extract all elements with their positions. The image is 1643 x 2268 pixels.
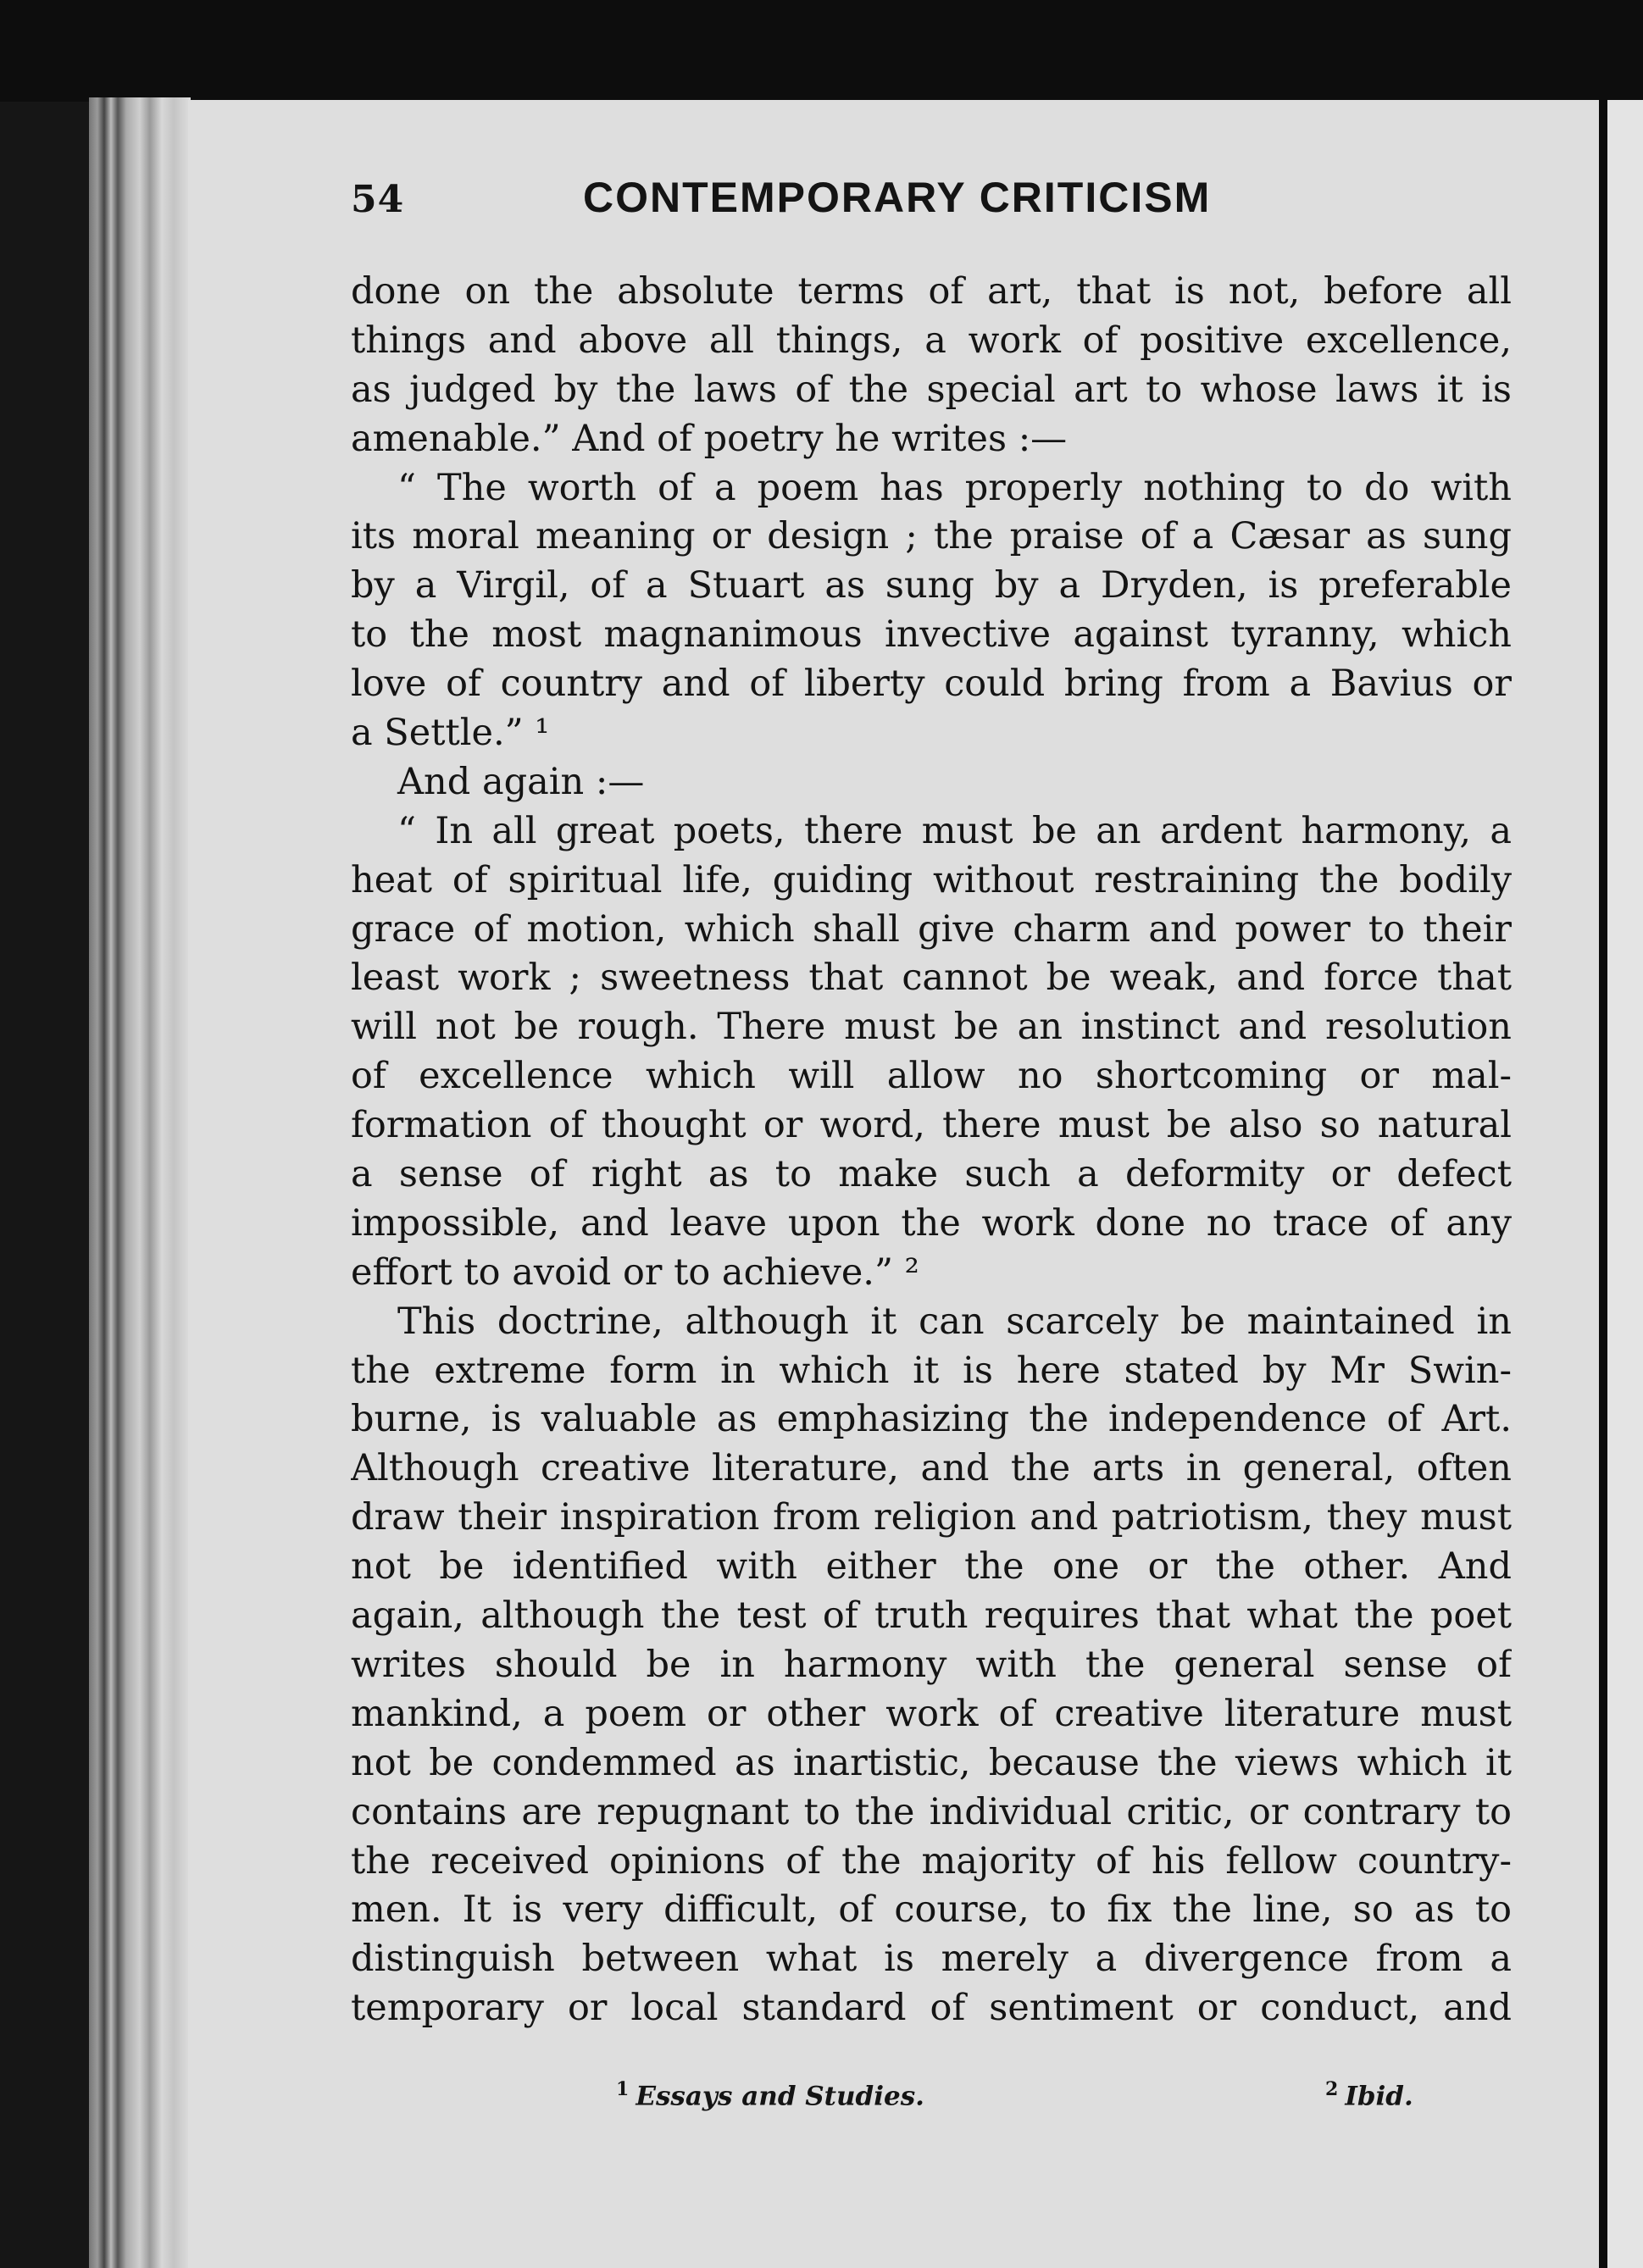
footnote-mark: 1 bbox=[616, 2078, 630, 2100]
adjacent-page-strip bbox=[1607, 100, 1643, 2268]
text-line: as judged by the laws of the special art to whose laws it is bbox=[351, 368, 1512, 411]
text-line: formation of thought or word, there must be also so natural bbox=[351, 1104, 1512, 1147]
footnote-text: Ibid. bbox=[1345, 2081, 1413, 2112]
text-line: the extreme form in which it is here stated by Mr Swin- bbox=[351, 1349, 1512, 1392]
text-line: impossible, and leave upon the work done no trace of any bbox=[351, 1201, 1512, 1245]
text-line: its moral meaning or design ; the praise of a Cæsar as sung bbox=[351, 515, 1512, 558]
text-line: draw their inspiration from religion and patriotism, they must bbox=[351, 1496, 1512, 1539]
text-line: a sense of right as to make such a deformity or defect bbox=[351, 1153, 1512, 1196]
footnote-1 bbox=[616, 2078, 924, 2111]
text-line: Although creative literature, and the arts in general, often bbox=[351, 1447, 1512, 1490]
text-line: “ The worth of a poem has properly nothing to do with bbox=[397, 466, 1512, 509]
text-line: amenable.” And of poetry he writes :— bbox=[351, 417, 1068, 460]
text-line: love of country and of liberty could bring from a Bavius or bbox=[351, 663, 1512, 706]
page-right-edge bbox=[1599, 100, 1607, 2268]
text-line: temporary or local standard of sentiment or conduct, and bbox=[351, 1987, 1512, 2030]
text-line: burne, is valuable as emphasizing the independence of Art. bbox=[351, 1398, 1512, 1441]
text-line: not be condemmed as inartistic, because the views which it bbox=[351, 1741, 1512, 1784]
footnote-2 bbox=[1325, 2078, 1413, 2111]
text-line: This doctrine, although it can scarcely be maintained in bbox=[397, 1300, 1512, 1343]
text-line: the received opinions of the majority of his fellow country- bbox=[351, 1839, 1512, 1883]
text-line: contains are repugnant to the individual critic, or contrary to bbox=[351, 1790, 1512, 1833]
book-spine-binding bbox=[89, 97, 191, 2268]
text-line: effort to avoid or to achieve.” ² bbox=[351, 1250, 919, 1294]
page-number: 54 bbox=[351, 178, 405, 221]
scan-left-margin bbox=[0, 102, 97, 2268]
text-line: will not be rough. There must be an instinct and resolution bbox=[351, 1006, 1512, 1049]
text-line: mankind, a poem or other work of creative literature must bbox=[351, 1692, 1512, 1735]
scan-top-margin bbox=[0, 0, 1643, 102]
book-page bbox=[188, 100, 1599, 2268]
text-line: things and above all things, a work of positive excellence, bbox=[351, 319, 1512, 362]
text-line: distinguish between what is merely a divergence from a bbox=[351, 1938, 1512, 1981]
text-line: men. It is very difficult, of course, to fix the line, so as to bbox=[351, 1888, 1512, 1932]
text-line: done on the absolute terms of art, that is not, before all bbox=[351, 270, 1512, 313]
text-line: grace of motion, which shall give charm and power to their bbox=[351, 907, 1512, 951]
text-line: again, although the test of truth requires that what the poet bbox=[351, 1594, 1512, 1638]
running-title: CONTEMPORARY CRITICISM bbox=[583, 174, 1212, 221]
text-line: a Settle.” ¹ bbox=[351, 712, 550, 755]
text-line: to the most magnanimous invective against tyranny, which bbox=[351, 613, 1512, 657]
text-line: of excellence which will allow no shortcoming or mal- bbox=[351, 1055, 1512, 1098]
text-line: not be identified with either the one or the other. And bbox=[351, 1545, 1512, 1589]
text-line: writes should be in harmony with the general sense of bbox=[351, 1643, 1512, 1686]
footnote-mark: 2 bbox=[1325, 2078, 1339, 2100]
text-line: by a Virgil, of a Stuart as sung by a Dryden, is preferable bbox=[351, 564, 1512, 607]
text-line: “ In all great poets, there must be an ardent harmony, a bbox=[397, 809, 1512, 852]
text-line: heat of spiritual life, guiding without restraining the bodily bbox=[351, 858, 1512, 901]
text-line: least work ; sweetness that cannot be weak, and force that bbox=[351, 957, 1512, 1000]
text-line: And again :— bbox=[397, 760, 645, 803]
footnote-text: Essays and Studies. bbox=[636, 2081, 924, 2112]
body-text bbox=[351, 268, 1512, 2033]
